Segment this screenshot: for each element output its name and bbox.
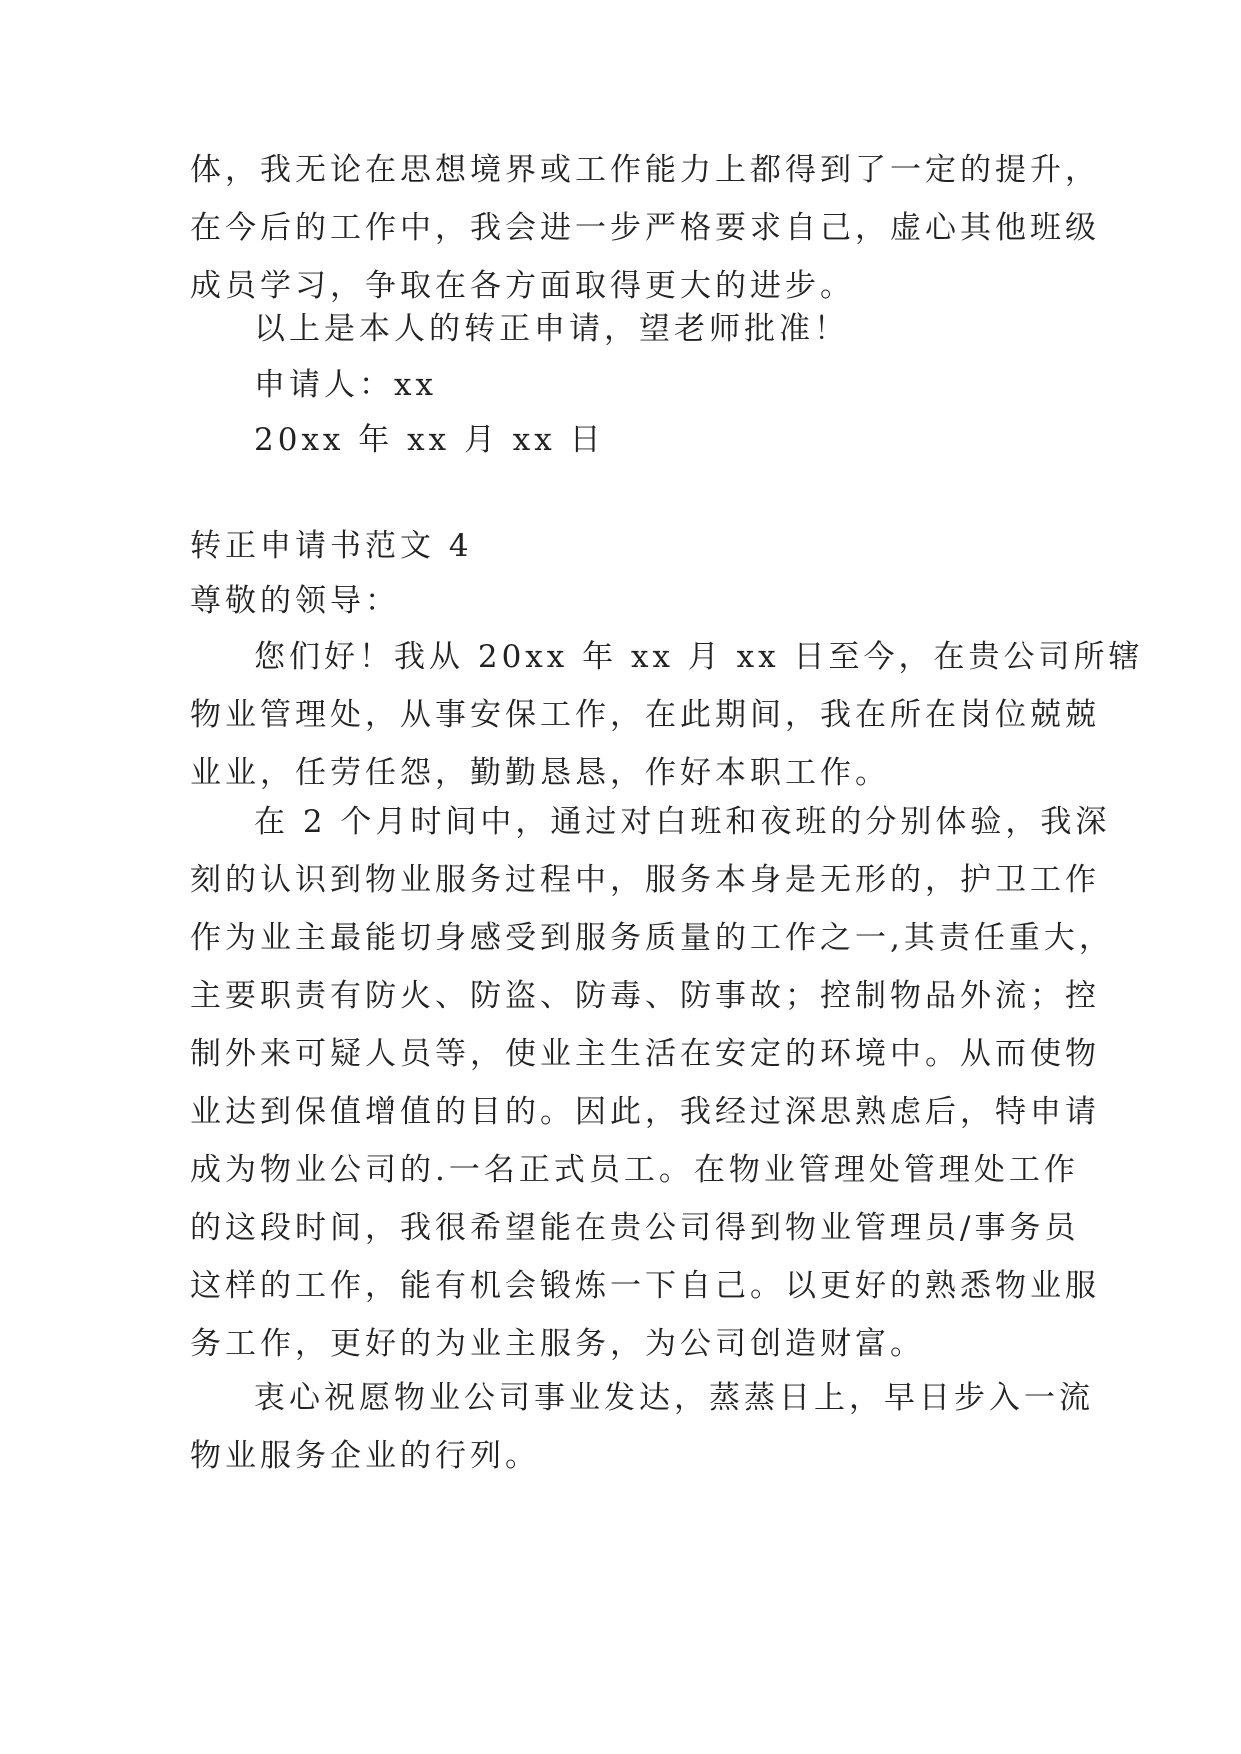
text-line: 业达到保值增值的目的。因此，我经过深思熟虑后，特申请 xyxy=(190,1094,1100,1130)
text-line: 成员学习，争取在各方面取得更大的进步。 xyxy=(190,268,855,304)
text-line: 作为业主最能切身感受到服务质量的工作之一,其责任重大， xyxy=(190,920,1114,956)
applicant-line: 申请人：xx xyxy=(254,367,437,403)
paragraph-2 xyxy=(190,793,1114,1373)
text-line: 物业服务企业的行列。 xyxy=(190,1438,540,1474)
closing-line: 以上是本人的转正申请，望老师批准！ xyxy=(254,311,849,347)
text-line: 体，我无论在思想境界或工作能力上都得到了一定的提升， xyxy=(190,152,1100,188)
text-line: 成为物业公司的.一名正式员工。在物业管理处管理处工作 xyxy=(190,1152,1079,1188)
text-line: 您们好！我从 20xx 年 xx 月 xx 日至今，在贵公司所辖 xyxy=(254,639,1144,675)
text-line: 业业，任劳任怨，勤勤恳恳，作好本职工作。 xyxy=(190,755,890,791)
text-line: 衷心祝愿物业公司事业发达，蒸蒸日上，早日步入一流 xyxy=(254,1380,1094,1416)
text-line: 主要职责有防火、防盗、防毒、防事故；控制物品外流；控 xyxy=(190,978,1100,1014)
paragraph-1 xyxy=(190,628,1144,802)
text-line: 在 2 个月时间中，通过对白班和夜班的分别体验，我深 xyxy=(254,804,1111,840)
text-line: 这样的工作，能有机会锻炼一下自己。以更好的熟悉物业服 xyxy=(190,1268,1100,1304)
text-line: 在今后的工作中，我会进一步严格要求自己，虚心其他班级 xyxy=(190,210,1100,246)
text-line: 务工作，更好的为业主服务，为公司创造财富。 xyxy=(190,1326,925,1362)
section-title: 转正申请书范文 4 xyxy=(190,528,473,564)
text-line: 刻的认识到物业服务过程中，服务本身是无形的，护卫工作 xyxy=(190,862,1100,898)
paragraph-3 xyxy=(190,1369,1094,1485)
salutation: 尊敬的领导： xyxy=(190,583,400,619)
text-line: 制外来可疑人员等，使业主生活在安定的环境中。从而使物 xyxy=(190,1036,1100,1072)
text-line: 的这段时间，我很希望能在贵公司得到物业管理员/事务员 xyxy=(190,1210,1080,1246)
text-line: 物业管理处，从事安保工作，在此期间，我在所在岗位兢兢 xyxy=(190,697,1100,733)
date-line: 20xx 年 xx 月 xx 日 xyxy=(254,422,605,458)
paragraph-continued xyxy=(190,141,1100,315)
